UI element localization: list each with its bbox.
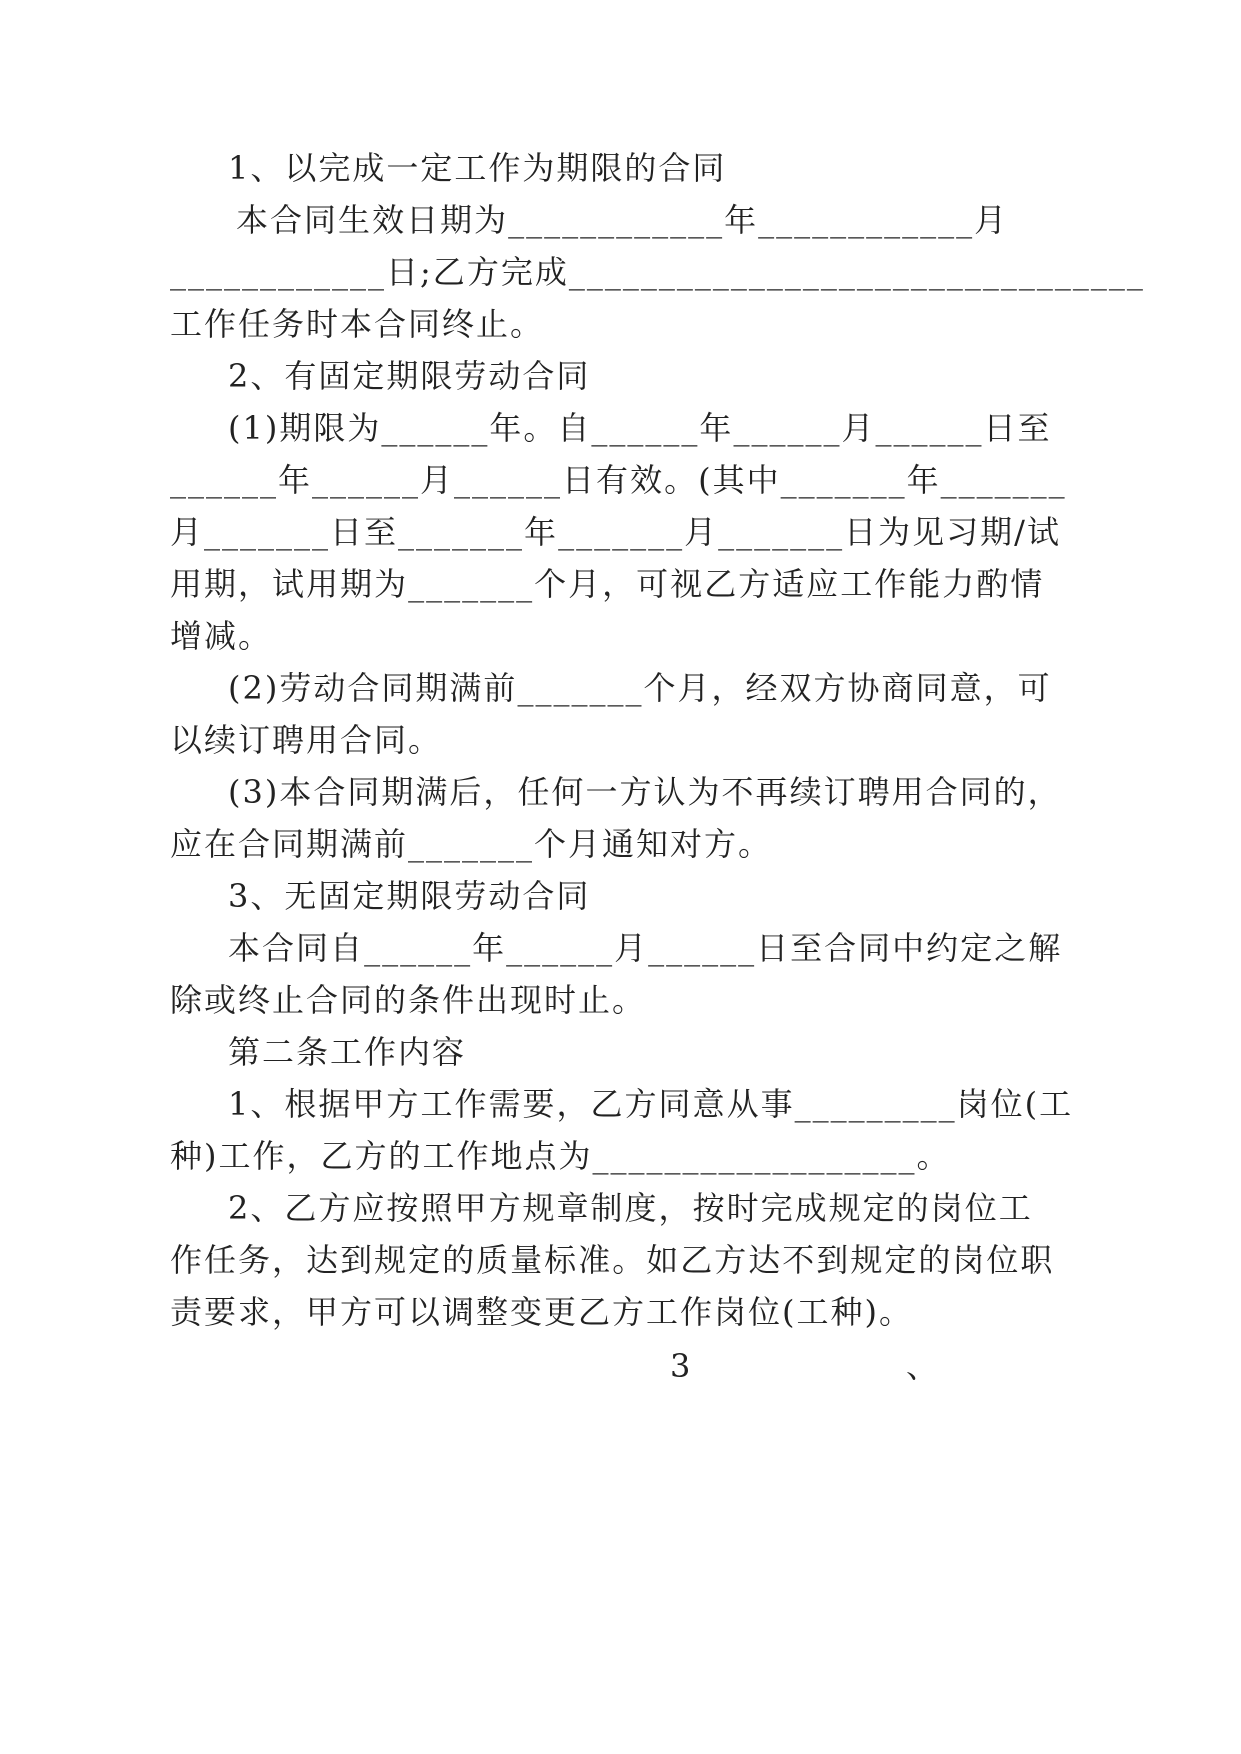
paragraph-line: 增减。	[170, 617, 273, 655]
paragraph-line: 本 合 同 生 效 日 期 为 ____________ 年 ____________ 月	[236, 201, 1009, 239]
paragraph-line: ( 2 ) 劳 动 合 同 期 满 前 _______ 个 月 ， 经 双 方 协 商 同 意 ， 可	[228, 669, 1052, 707]
paragraph-line: 2 、 乙 方 应 按 照 甲 方 规 章 制 度 ， 按 时 完 成 规 定 的 岗 位 工	[228, 1189, 1033, 1227]
clause-2-heading: 2、有固定期限劳动合同	[228, 357, 591, 395]
paragraph-line: ( 3 ) 本 合 同 期 满 后 ， 任 何 一 方 认 为 不 再 续 订 聘 用 合 同 的 ，	[228, 773, 1062, 811]
paragraph-line: ____________ 日 ; 乙 方 完 成 ________________________________	[170, 253, 1145, 291]
paragraph-line: 用 期 ， 试 用 期 为 _______ 个 月 ， 可 视 乙 方 适 应 工 作 能 力 酌 情	[170, 565, 1045, 603]
paragraph-line: 本 合 同 自 ______ 年 ______ 月 ______ 日 至 合 同 中 约 定 之 解	[228, 929, 1063, 967]
paragraph-line: ( 1 ) 期 限 为 ______ 年 。 自 ______ 年 ______ 月 ______ 日 至	[228, 409, 1052, 447]
clause-3-heading: 3、无固定期限劳动合同	[228, 877, 591, 915]
page-number: 3	[670, 1347, 693, 1385]
paragraph-line: 种)工作，乙方的工作地点为__________________。	[170, 1137, 951, 1175]
paragraph-line: ______ 年 ______ 月 ______ 日 有 效 。 ( 其 中 _______ 年 _______	[170, 461, 1067, 499]
trailing-mark: 、	[906, 1347, 941, 1385]
paragraph-line: 应在合同期满前_______个月通知对方。	[170, 825, 773, 863]
article-heading: 第二条工作内容	[228, 1033, 467, 1071]
paragraph-line: 作 任 务 ， 达 到 规 定 的 质 量 标 准 。 如 乙 方 达 不 到 规 定 的 岗 位 职	[170, 1241, 1055, 1279]
paragraph-line: 工作任务时本合同终止。	[170, 305, 545, 343]
clause-1-heading: 1、以完成一定工作为期限的合同	[228, 149, 727, 187]
paragraph-line: 责要求，甲方可以调整变更乙方工作岗位(工种)。	[170, 1293, 913, 1331]
paragraph-line: 月 _______ 日 至 _______ 年 _______ 月 _______ 日 为 见 习 期 / 试	[170, 513, 1061, 551]
paragraph-line: 除或终止合同的条件出现时止。	[170, 981, 647, 1019]
paragraph-line: 以续订聘用合同。	[170, 721, 443, 759]
paragraph-line: 1 、 根 据 甲 方 工 作 需 要 ， 乙 方 同 意 从 事 _________ 岗 位 ( 工	[228, 1085, 1074, 1123]
